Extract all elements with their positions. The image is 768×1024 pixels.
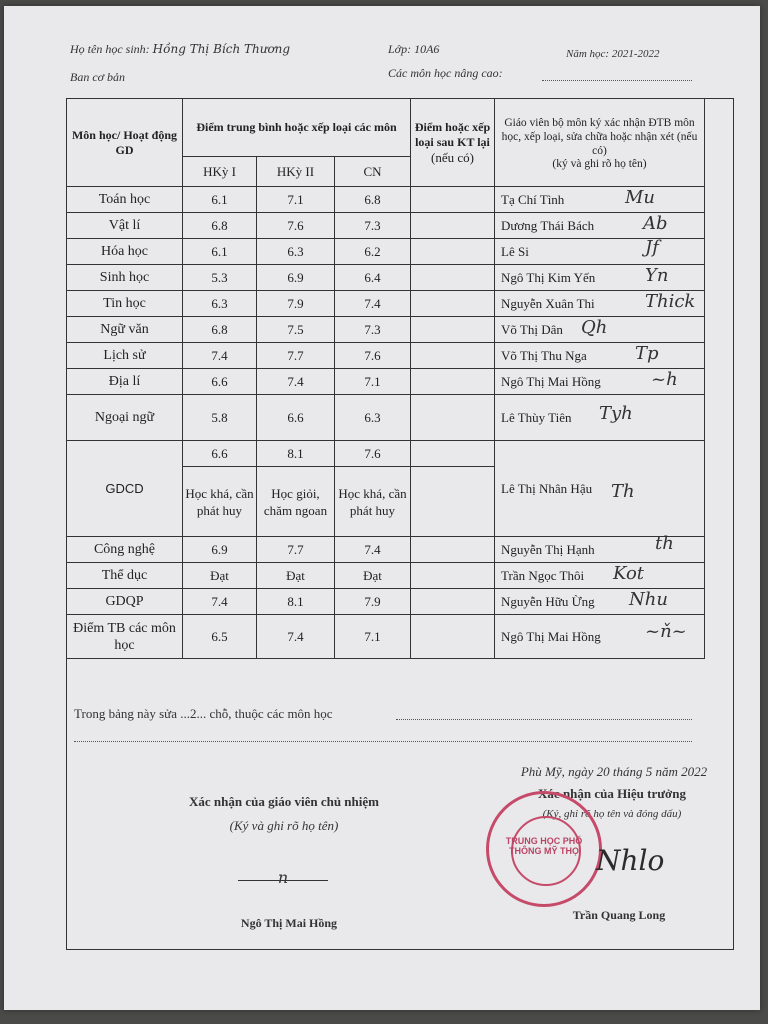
student-label: Họ tên học sinh:	[70, 42, 150, 56]
retest-cell	[411, 537, 495, 563]
header-subject: Môn học/ Hoạt động GD	[67, 99, 183, 187]
teacher-cell	[495, 369, 705, 395]
teacher-cell	[495, 239, 705, 265]
teacher-signature: Tp	[635, 343, 659, 364]
subject-cell: Công nghệ	[67, 537, 183, 563]
school-year-line	[566, 48, 660, 60]
hk1-cell: 5.3	[183, 265, 257, 291]
subject-cell: Điểm TB các môn học	[67, 615, 183, 659]
school-stamp-text: TRUNG HỌC PHỔ THÔNG MỸ THỌ	[505, 836, 583, 856]
retest-cell	[411, 291, 495, 317]
principal-note: (Ký, ghi rõ họ tên và đóng dấu)	[542, 808, 682, 820]
homeroom-name: Ngô Thị Mai Hồng	[240, 916, 338, 930]
teacher-signature: Ab	[643, 213, 668, 234]
principal-title: Xác nhận của Hiệu trưởng	[538, 786, 686, 801]
report-card-page	[4, 6, 760, 1010]
table-row	[67, 589, 705, 615]
teacher-name: Ngô Thị Mai Hồng	[501, 628, 601, 644]
teacher-name: Võ Thị Thu Nga	[501, 347, 587, 363]
homeroom-signature: n	[238, 868, 328, 881]
hk2-comment: Học giỏi, chăm ngoan	[257, 467, 335, 537]
teacher-name: Lê Thị Nhân Hậu	[501, 480, 593, 496]
table-row	[67, 187, 705, 213]
cn-cell: 7.4	[335, 537, 411, 563]
retest-cell	[411, 265, 495, 291]
cn-cell: Đạt	[335, 563, 411, 589]
hk2-cell: 7.7	[257, 537, 335, 563]
header-full-year: CN	[335, 157, 411, 187]
cn-cell: 6.3	[335, 395, 411, 441]
hk1-comment: Học khá, cần phát huy	[183, 467, 257, 537]
teacher-signature: Kot	[613, 563, 645, 584]
cn-cell: 7.9	[335, 589, 411, 615]
hk1-cell: 6.9	[183, 537, 257, 563]
year-label: Năm học:	[566, 48, 610, 60]
teacher-name: Ngô Thị Mai Hồng	[501, 373, 601, 389]
retest-cell	[411, 213, 495, 239]
teacher-signature: Qh	[581, 317, 608, 338]
corrections-count: ...2...	[180, 706, 207, 721]
header-retest-label: Điểm hoặc xếp loại sau KT lại	[414, 119, 491, 149]
teacher-signature: ~ň~	[645, 621, 687, 642]
teacher-name: Nguyễn Thị Hạnh	[501, 541, 595, 557]
subject-cell: Địa lí	[67, 369, 183, 395]
subject-cell: GDQP	[67, 589, 183, 615]
advanced-dotted-line	[542, 80, 692, 81]
table-row	[67, 291, 705, 317]
track-label: Ban cơ bản	[70, 70, 126, 84]
teacher-signature: Th	[611, 481, 635, 502]
teacher-signature: Yn	[645, 265, 669, 286]
corrections-dotted-line	[396, 719, 692, 720]
header-retest-note: (nếu có)	[431, 149, 474, 165]
retest-cell	[411, 441, 495, 467]
teacher-name: Ngô Thị Kim Yến	[501, 269, 596, 285]
header-retest	[411, 99, 495, 187]
principal-name: Trần Quang Long	[572, 908, 666, 922]
hk1-cell: 6.1	[183, 239, 257, 265]
retest-cell	[411, 369, 495, 395]
teacher-cell	[495, 187, 705, 213]
teacher-signature: Thick	[645, 291, 696, 312]
subject-cell: Vật lí	[67, 213, 183, 239]
retest-cell	[411, 589, 495, 615]
hk2-cell: 8.1	[257, 589, 335, 615]
teacher-cell	[495, 563, 705, 589]
principal-signature: Nhlo	[596, 844, 665, 877]
hk1-cell: 6.8	[183, 213, 257, 239]
table-row-overall	[67, 615, 705, 659]
cn-cell: 7.6	[335, 441, 411, 467]
table-row	[67, 537, 705, 563]
cn-cell: 7.6	[335, 343, 411, 369]
hk2-cell: 6.6	[257, 395, 335, 441]
homeroom-title: Xác nhận của giáo viên chủ nhiệm	[189, 794, 379, 809]
subject-cell: Thể dục	[67, 563, 183, 589]
subject-cell: Ngoại ngữ	[67, 395, 183, 441]
header-teacher-label: Giáo viên bộ môn ký xác nhận ĐTB môn học, xếp loại, sửa chữa hoặc nhận xét (nếu có)	[501, 116, 698, 157]
teacher-signature: Jf	[645, 237, 659, 258]
homeroom-note: (Ký và ghi rõ họ tên)	[229, 818, 339, 833]
hk2-cell: 7.5	[257, 317, 335, 343]
header-term2: HKỳ II	[257, 157, 335, 187]
hk1-cell: Đạt	[183, 563, 257, 589]
table-row	[67, 265, 705, 291]
hk1-cell: 5.8	[183, 395, 257, 441]
student-name: Hồng Thị Bích Thương	[152, 42, 291, 56]
table-row	[67, 395, 705, 441]
teacher-name: Tạ Chí Tình	[501, 191, 565, 207]
class-line	[388, 42, 439, 57]
teacher-signature: ~h	[651, 369, 678, 390]
subject-cell: Sinh học	[67, 265, 183, 291]
teacher-signature: Mu	[625, 187, 656, 208]
corrections-line	[74, 706, 333, 722]
cn-cell: 6.2	[335, 239, 411, 265]
teacher-cell	[495, 213, 705, 239]
teacher-cell	[495, 533, 705, 563]
teacher-signature: Tyh	[599, 403, 633, 424]
teacher-name: Lê Thùy Tiên	[501, 409, 572, 425]
cn-cell: 7.4	[335, 291, 411, 317]
school-stamp	[486, 791, 602, 907]
table-row	[67, 239, 705, 265]
teacher-signature: th	[655, 533, 674, 554]
hk2-cell: 7.9	[257, 291, 335, 317]
hk2-cell: 7.4	[257, 615, 335, 659]
teacher-cell	[495, 343, 705, 369]
teacher-cell	[495, 441, 705, 537]
teacher-cell	[495, 317, 705, 343]
subject-cell: Tin học	[67, 291, 183, 317]
retest-cell	[411, 563, 495, 589]
hk2-cell: 7.1	[257, 187, 335, 213]
year-value: 2021-2022	[611, 48, 660, 60]
class-value: 10A6	[414, 42, 440, 56]
teacher-name: Nguyễn Xuân Thi	[501, 295, 595, 311]
teacher-name: Võ Thị Dân	[501, 321, 563, 337]
teacher-name: Dương Thái Bách	[501, 217, 595, 233]
hk1-cell: 6.6	[183, 441, 257, 467]
table-row	[67, 343, 705, 369]
subject-cell: GDCD	[67, 441, 183, 537]
teacher-signature: Nhu	[629, 589, 668, 610]
table-row	[67, 369, 705, 395]
retest-cell	[411, 317, 495, 343]
hk2-cell: 7.4	[257, 369, 335, 395]
header-teacher	[495, 99, 705, 187]
grades-table	[66, 98, 705, 659]
hk1-cell: 6.3	[183, 291, 257, 317]
subject-cell: Hóa học	[67, 239, 183, 265]
corrections-prefix: Trong bảng này sửa	[74, 706, 177, 721]
retest-cell	[411, 395, 495, 441]
hk1-cell: 6.5	[183, 615, 257, 659]
header-term1: HKỳ I	[183, 157, 257, 187]
header-teacher-note: (ký và ghi rõ họ tên)	[552, 157, 647, 170]
advanced-label: Các môn học nâng cao:	[388, 66, 503, 80]
header-average: Điểm trung bình hoặc xếp loại các môn	[183, 99, 411, 157]
teacher-cell	[495, 265, 705, 291]
subject-cell: Toán học	[67, 187, 183, 213]
teacher-name: Nguyễn Hữu Ừng	[501, 593, 595, 609]
retest-cell	[411, 239, 495, 265]
teacher-cell	[495, 291, 705, 317]
cn-cell: 6.4	[335, 265, 411, 291]
cn-comment: Học khá, cần phát huy	[335, 467, 411, 537]
cn-cell: 7.1	[335, 369, 411, 395]
cn-cell: 7.3	[335, 213, 411, 239]
retest-cell	[411, 615, 495, 659]
hk1-cell: 6.1	[183, 187, 257, 213]
hk1-cell: 7.4	[183, 589, 257, 615]
cn-cell: 7.1	[335, 615, 411, 659]
corrections-dotted-line-2	[74, 741, 692, 742]
corrections-suffix: chỗ, thuộc các môn học	[209, 706, 333, 721]
advanced-subjects-line	[388, 66, 503, 81]
subject-cell: Ngữ văn	[67, 317, 183, 343]
teacher-name: Lê Si	[501, 243, 529, 259]
class-label: Lớp:	[388, 42, 412, 56]
hk2-cell: 7.6	[257, 213, 335, 239]
teacher-name: Trần Ngọc Thôi	[501, 567, 585, 583]
hk2-cell: 6.9	[257, 265, 335, 291]
cn-cell: 6.8	[335, 187, 411, 213]
hk2-cell: Đạt	[257, 563, 335, 589]
student-name-line	[70, 42, 290, 57]
table-row-gdcd	[67, 441, 705, 467]
table-row	[67, 213, 705, 239]
hk1-cell: 6.6	[183, 369, 257, 395]
table-row	[67, 563, 705, 589]
teacher-cell	[495, 395, 705, 441]
hk1-cell: 7.4	[183, 343, 257, 369]
subject-cell: Lịch sử	[67, 343, 183, 369]
hk2-cell: 8.1	[257, 441, 335, 467]
retest-cell	[411, 467, 495, 537]
table-row	[67, 317, 705, 343]
retest-cell	[411, 187, 495, 213]
hk2-cell: 6.3	[257, 239, 335, 265]
teacher-cell	[495, 615, 705, 659]
teacher-cell	[495, 589, 705, 615]
cn-cell: 7.3	[335, 317, 411, 343]
hk1-cell: 6.8	[183, 317, 257, 343]
retest-cell	[411, 343, 495, 369]
place-date: Phù Mỹ, ngày 20 tháng 5 năm 2022	[520, 764, 708, 779]
hk2-cell: 7.7	[257, 343, 335, 369]
